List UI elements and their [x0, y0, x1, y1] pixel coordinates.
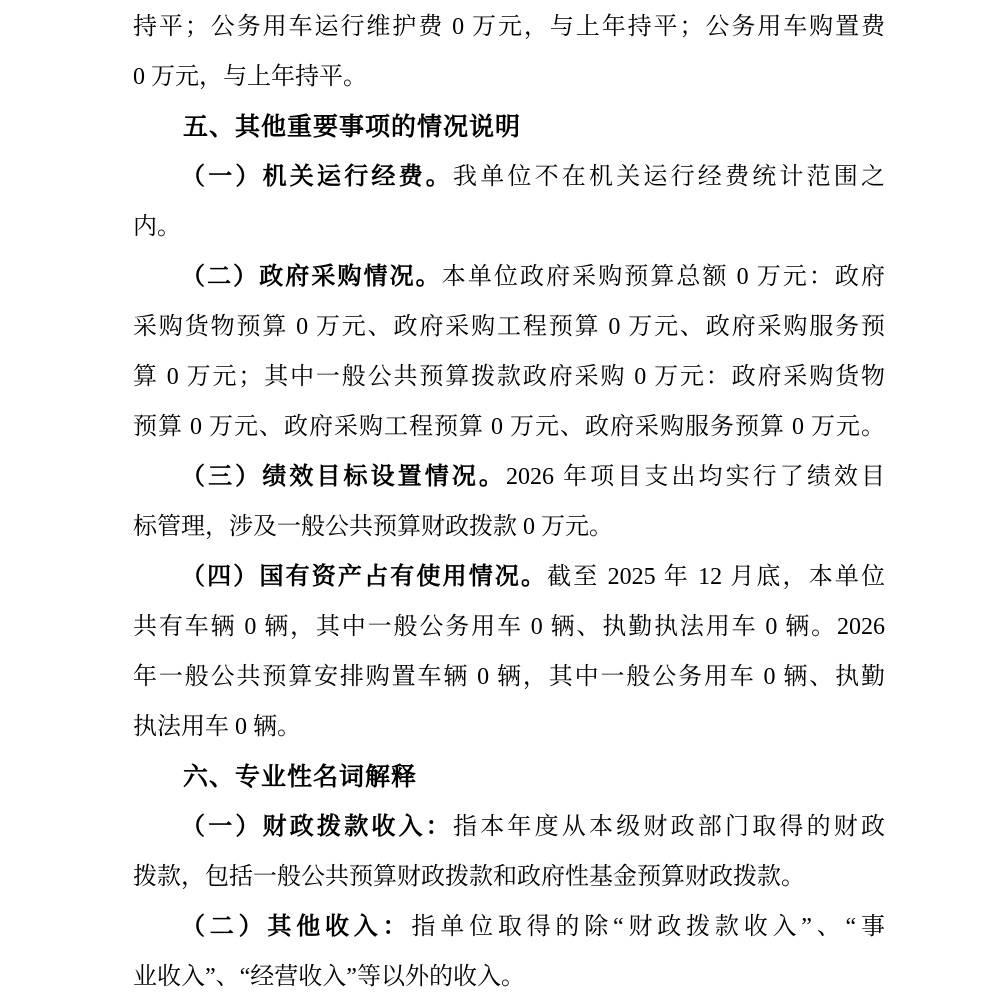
heading-line [133, 752, 885, 802]
paragraph [133, 902, 885, 992]
text-line [133, 802, 885, 852]
text-run: 我单位不在机关运行经费统计范围之 [453, 164, 885, 190]
paragraph-lead-in: （三）绩效目标设置情况。 [181, 464, 506, 490]
text-run: 执法用车 0 辆。 [133, 714, 301, 740]
text-line [133, 52, 885, 102]
text-run: 采购货物预算 0 万元、政府采购工程预算 0 万元、政府采购服务预 [133, 314, 885, 340]
paragraph [133, 2, 885, 102]
text-run: 截至 2025 年 12 月底，本单位 [547, 564, 885, 590]
paragraph [133, 552, 885, 752]
paragraph-lead-in: （四）国有资产占有使用情况。 [181, 564, 548, 590]
text-line [133, 252, 885, 302]
text-line [133, 402, 885, 452]
paragraph [133, 452, 885, 552]
text-line [133, 702, 885, 752]
text-line [133, 2, 885, 52]
text-run: 拨款，包括一般公共预算财政拨款和政府性基金预算财政拨款。 [133, 864, 805, 890]
text-line [133, 902, 885, 952]
text-run: 算 0 万元；其中一般公共预算拨款政府采购 0 万元：政府采购货物 [133, 364, 885, 390]
text-run: 指单位取得的除“财政拨款收入”、“事 [411, 914, 885, 940]
text-line [133, 202, 885, 252]
text-line [133, 352, 885, 402]
text-line [133, 452, 885, 502]
text-run: 六、专业性名词解释 [183, 763, 418, 791]
text-run: 0 万元，与上年持平。 [133, 64, 367, 90]
text-run: 预算 0 万元、政府采购工程预算 0 万元、政府采购服务预算 0 万元。 [133, 414, 885, 440]
paragraph-lead-in: （二）政府采购情况。 [181, 264, 442, 290]
section-heading [133, 102, 885, 152]
text-run: 本单位政府采购预算总额 0 万元：政府 [441, 264, 885, 290]
text-run: 五、其他重要事项的情况说明 [183, 113, 522, 141]
section-heading [133, 752, 885, 802]
text-line [133, 552, 885, 602]
paragraph [133, 252, 885, 452]
text-line [133, 502, 885, 552]
text-line [133, 152, 885, 202]
paragraph [133, 152, 885, 252]
text-run: 持平；公务用车运行维护费 0 万元，与上年持平；公务用车购置费 [133, 14, 885, 40]
text-line [133, 302, 885, 352]
paragraph [133, 802, 885, 902]
paragraph-lead-in: （一）财政拨款收入： [181, 814, 453, 840]
text-run: 业收入”、“经营收入”等以外的收入。 [133, 964, 525, 990]
text-line [133, 602, 885, 652]
paragraph-lead-in: （二）其他收入： [181, 914, 412, 940]
text-line [133, 952, 885, 992]
text-run: 标管理，涉及一般公共预算财政拨款 0 万元。 [133, 514, 613, 540]
text-run: 共有车辆 0 辆，其中一般公务用车 0 辆、执勤执法用车 0 辆。2026 [133, 614, 885, 640]
text-line [133, 852, 885, 902]
text-run: 2026 年项目支出均实行了绩效目 [506, 464, 885, 490]
heading-line [133, 102, 885, 152]
text-run: 年一般公共预算安排购置车辆 0 辆，其中一般公务用车 0 辆、执勤 [133, 664, 885, 690]
paragraph-lead-in: （一）机关运行经费。 [181, 164, 453, 190]
text-run: 指本年度从本级财政部门取得的财政 [453, 814, 885, 840]
text-run: 内。 [133, 214, 181, 240]
text-line [133, 652, 885, 702]
document-content [133, 2, 885, 992]
